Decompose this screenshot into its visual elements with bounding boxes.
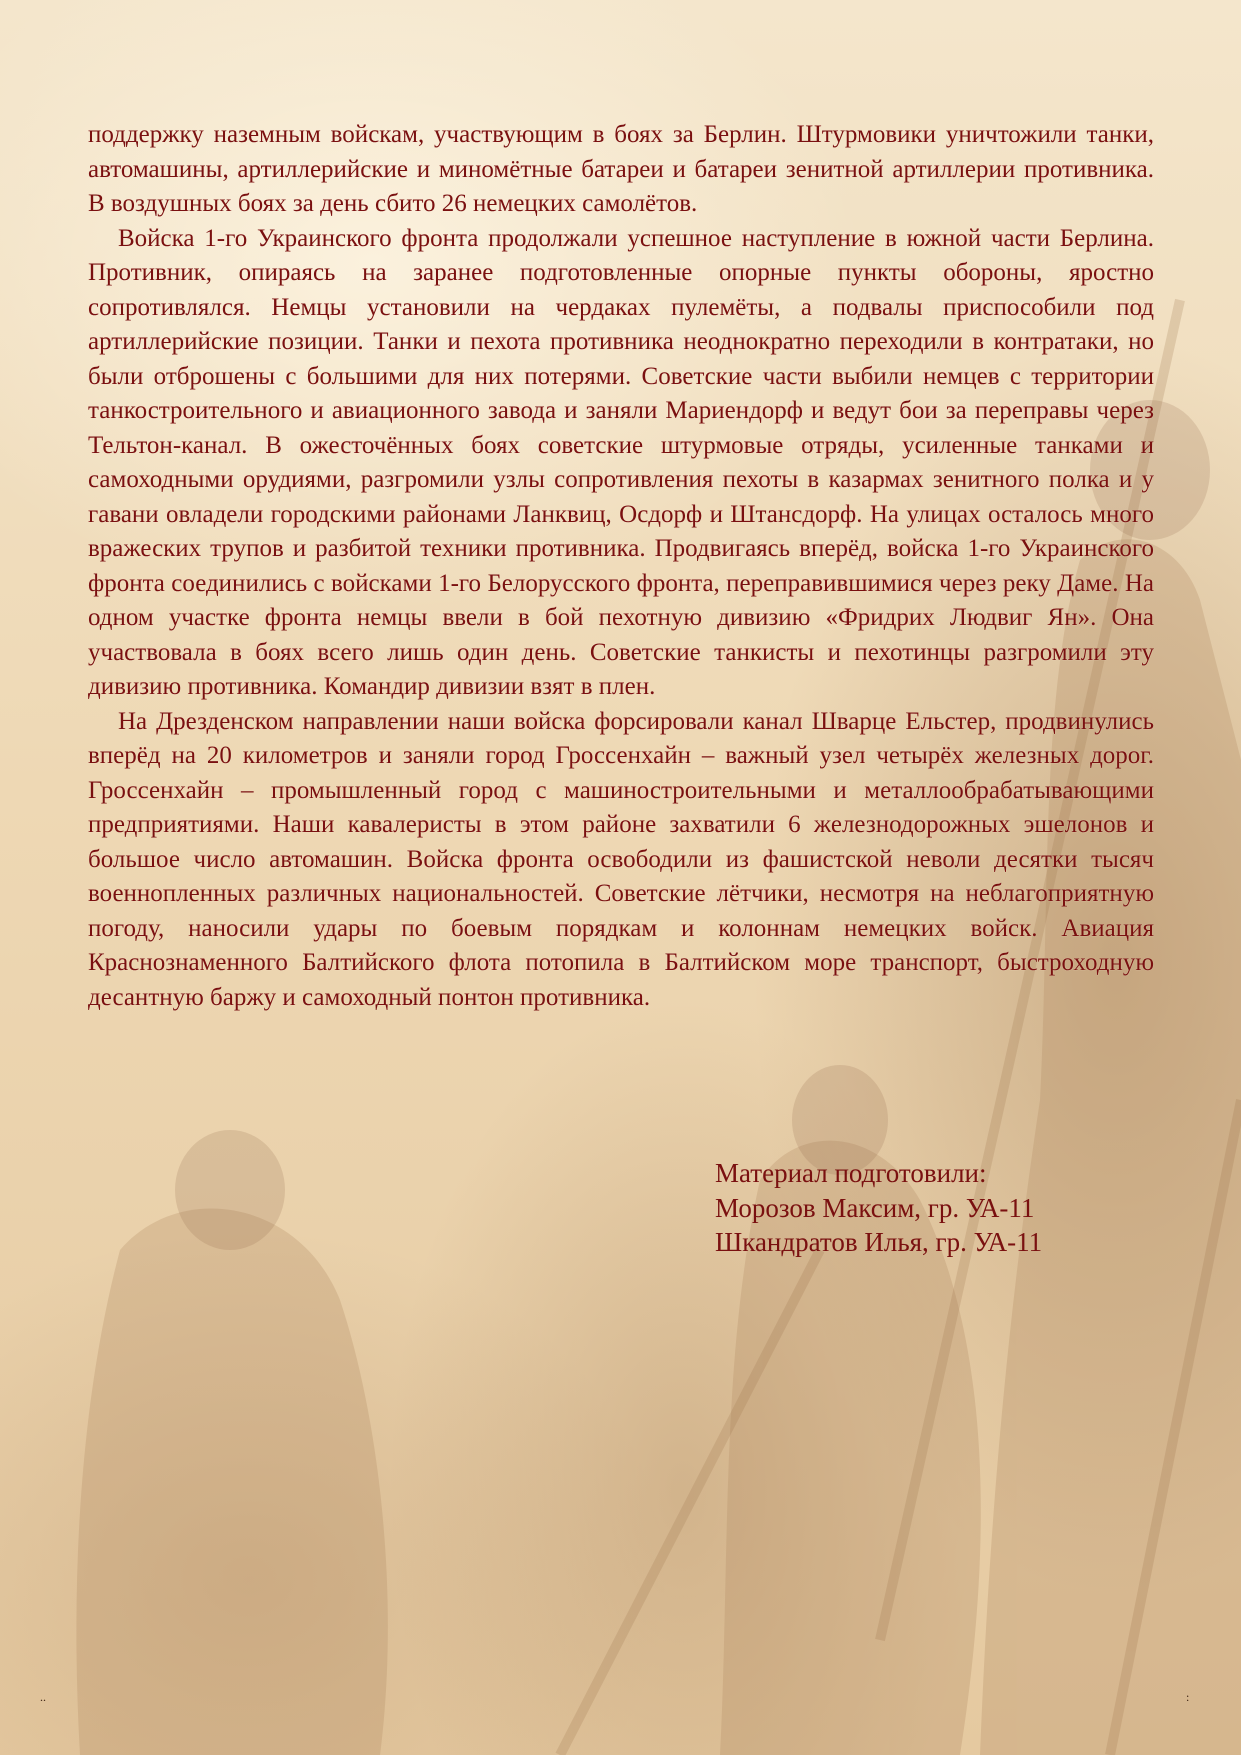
credits-author-1: Морозов Максим, гр. УА-11	[715, 1192, 1035, 1223]
article-body	[88, 118, 1154, 1015]
corner-mark-right: :	[1186, 1690, 1190, 1704]
credits-author-2: Шкандратов Илья, гр. УА-11	[715, 1227, 1043, 1257]
paragraph-2: Войска 1-го Украинского фронта продолжали успешное наступление в южной части Берлина. Противник, опираясь на заранее подготовленные опорные пункты обороны, яростно сопротивлялся. Немцы установили на чердаках пулемёты, а подвалы приспособили под артиллерийские позиции. Танки и пехота противника неоднократно переходили в контратаки, но были отброшены с большими для них потерями. Советские части выбили немцев с территории танкостроительного и авиационного завода и заняли Мариендорф и ведут бои за переправы через Тельтон-канал. В ожесточённых боях советские штурмовые отряды, усиленные танками и самоходными орудиями, разгромили узлы сопротивления пехоты в казармах зенитного полка и у гавани овладели городскими районами Ланквиц, Осдорф и Штансдорф. На улицах осталось много вражеских трупов и разбитой техники противника. Продвигаясь вперёд, войска 1-го Украинского фронта соединились с войсками 1-го Белорусского фронта, переправившимися через реку Даме. На одном участке фронта немцы ввели в бой пехотную дивизию «Фридрих Людвиг Ян». Она участвовала в боях всего лишь один день. Советские танкисты и пехотинцы разгромили эту дивизию противника. Командир дивизии взят в плен.	[88, 224, 1154, 700]
corner-mark-left: ..	[40, 1690, 46, 1704]
paragraph-3: На Дрезденском направлении наши войска форсировали канал Шварце Ельстер, продвинулись вперёд на 20 километров и заняли город Гроссенхайн – важный узел четырёх железных дорог. Гроссенхайн – промышленный город с машиностроительными и металлообрабатывающими предприятиями. Наши кавалеристы в этом районе захватили 6 железнодорожных эшелонов и большое число автомашин. Войска фронта освободили из фашистской неволи десятки тысяч военнопленных различных национальностей. Советские лётчики, несмотря на неблагоприятную погоду, наносили удары по боевым порядкам и колоннам немецких войск. Авиация Краснознаменного Балтийского флота потопила в Балтийском море транспорт, быстроходную десантную баржу и самоходный понтон противника.	[88, 707, 1154, 1011]
paragraph-1: поддержку наземным войскам, участвующим в боях за Берлин. Штурмовики уничтожили танки, автомашины, артиллерийские и миномётные батареи и батареи зенитной артиллерии противника. В воздушных боях за день сбито 26 немецких самолётов.	[88, 121, 1154, 217]
credits-heading: Материал подготовили:	[715, 1158, 987, 1188]
credits-block	[715, 1156, 1042, 1260]
